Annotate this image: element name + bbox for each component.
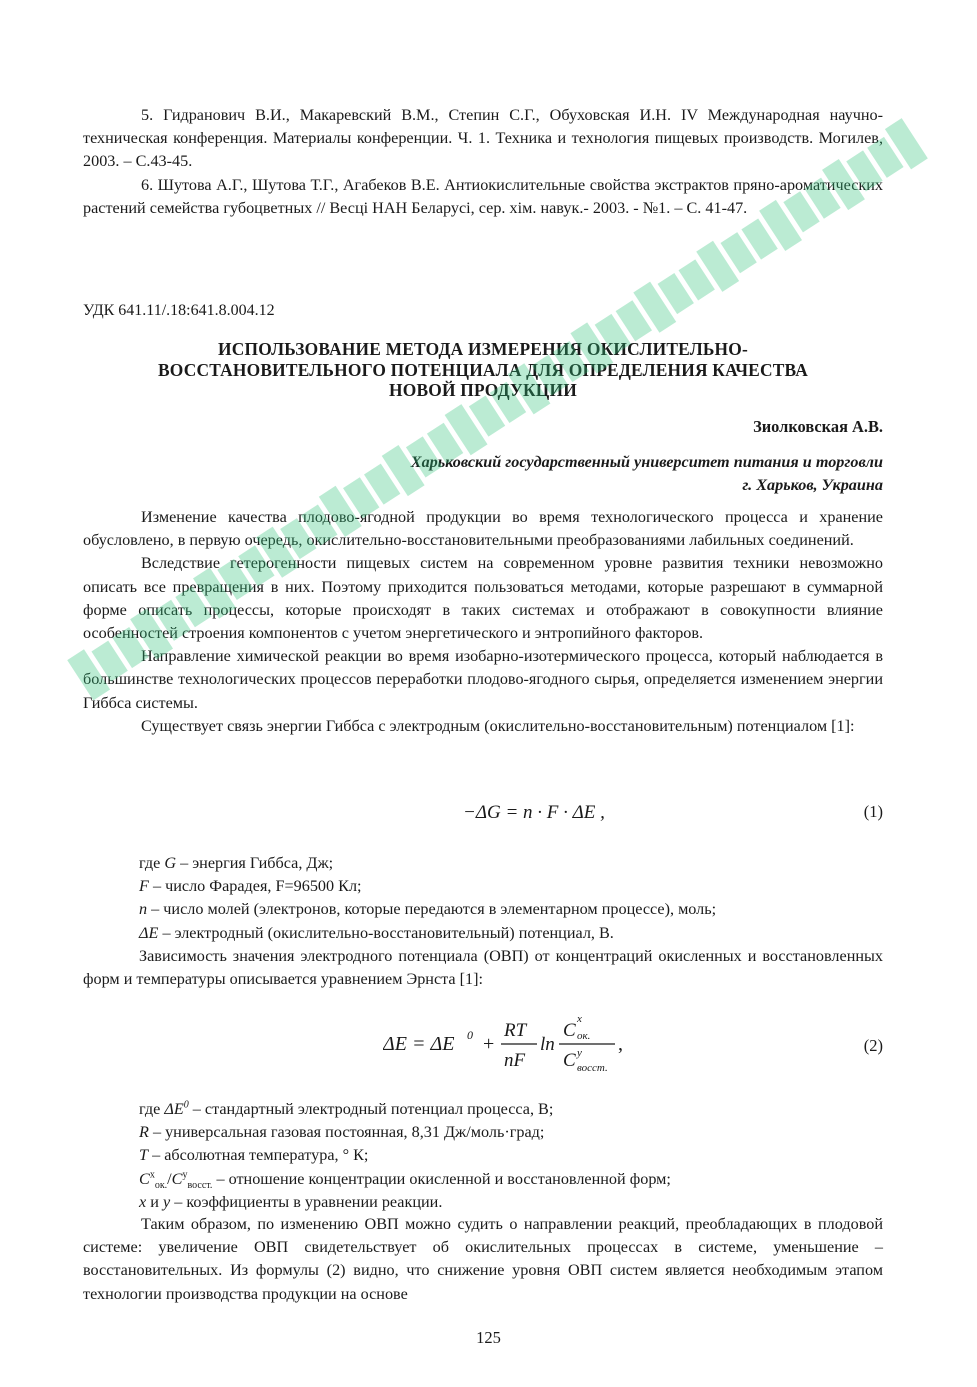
svg-text:ΔE = ΔE: ΔE = ΔE [383,1033,455,1055]
body-text-intro [83,506,883,738]
watermark-block [633,282,676,333]
equation-2-number: (2) [863,1036,883,1055]
equation-1-number: (1) [863,802,883,821]
watermark-block [679,259,715,300]
svg-text:y: y [577,1047,582,1059]
equation-1-expression: −ΔG = n · F · ΔE , [463,802,605,823]
equation-2 [83,1008,883,1088]
paragraph: Таким образом, по изменению ОВП можно судить о направлении реакций, преобладающих в плодовой системе: увеличение ОВП свидетельствует об окислительных процессах в системе, уменьшение – восстановительных. Из формулы (2) видно, что снижение уровня ОВП систем является необходимым этапом технологии производства продукции на основе [83,1215,883,1303]
definition-item: R – универсальная газовая постоянная, 8,31 Дж/моль·град; [139,1123,545,1142]
affiliation-city: г. Харьков, Украина [742,476,883,494]
definition-item [83,1168,883,1191]
watermark-block [885,118,928,169]
affiliation [411,451,883,497]
watermark-block [616,300,652,341]
title-line: ИСПОЛЬЗОВАНИЕ МЕТОДА ИЗМЕРЕНИЯ ОКИСЛИТЕЛЬНО- [218,339,748,359]
definition-item: n – число молей (электронов, которые передаются в элементарном процессе), моль; [139,900,717,919]
svg-text:RT: RT [504,1020,527,1041]
reference-6: 6. Шутова А.Г., Шутова Т.Г., Агабеков В.Е. Антиокислительные свойства экстрактов пряно-ароматических растений семейства губоцветных // Весці НАН Беларусі, сер. хім. навук.- 2003. - №1. – С. 41-47. [83,175,883,217]
definition-item [83,1191,883,1214]
watermark-block [720,232,756,273]
affiliation-university: Харьковский государственный университет питания и торговли [410,453,883,471]
equation-1-definitions [83,852,883,991]
references [83,104,883,220]
paragraph: Направление химической реакции во время изобарно-изотермического процесса, который наблюдается в большинстве технологических процессов переработки плодово-ягодного сырья, определяется изменением энергии Гиббса системы. [83,647,883,712]
body-text-conclusion [83,1213,883,1306]
svg-text:ln: ln [540,1034,555,1055]
reference-5: 5. Гидранович В.И., Макаревский В.М., Степин С.Г., Обуховская И.Н. IV Международная научно-техническая конференция. Материалы конференции. Ч. 1. Техника и технология пищевых производств. Могилев, 2003. – С.43-45. [83,106,883,171]
svg-text:C: C [563,1050,576,1071]
definition-item: ΔE – электродный (окислительно-восстановительный) потенциал, В. [139,923,614,942]
equation-2-definitions [83,1098,883,1214]
svg-text:+: + [483,1033,495,1055]
svg-text:nF: nF [504,1050,526,1071]
article-title [83,339,883,401]
definition-item: F – число Фарадея, F=96500 Кл; [139,877,362,896]
paragraph: Существует связь энергии Гиббса с электродным (окислительно-восстановительным) потенциалом [1]: [141,716,855,735]
svg-text:x: x [577,1013,582,1025]
svg-text:,: , [618,1033,623,1055]
udk-code: УДК 641.11/.18:641.8.004.12 [83,302,275,319]
page-number: 125 [476,1328,501,1347]
watermark-block [469,396,505,437]
ratio-definition: $C^x_{ок.}/C^y_{восст.}$ – отношение концентрации окисленной и восстановленной форм; [139,1169,671,1191]
title-line: ВОССТАНОВИТЕЛЬНОГО ПОТЕНЦИАЛА ДЛЯ ОПРЕДЕЛЕНИЯ КАЧЕСТВА [157,359,809,380]
definition-item: где $\Delta E^0$ – стандартный электродный потенциал процесса, В; [139,1099,554,1118]
svg-text:ок.: ок. [577,1030,591,1042]
equation-2-expression [383,1008,743,1088]
coefficients-definition: x и y – коэффициенты в уравнении реакции. [139,1192,443,1211]
paragraph: Вследствие гетерогенности пищевых систем на современном уровне развития техники невозможно описать все превращения в них. Поэтому приходится пользоваться методами, которые разрешают в суммарной форме описать процессы, которые происходят в таких системах и отображают в совокупности влияние особенностей строения компонентов с учетом энергетического и энтропийного факторов. [83,554,883,643]
svg-text:0: 0 [467,1028,473,1042]
watermark-block [696,241,739,292]
paragraph: Изменение качества плодово-ягодной продукции во время технологического процесса и хранение обусловлено, в первую очередь, окислительно-восстановительными преобразованиями лабильных соединений. [83,508,883,550]
watermark-block [445,404,488,455]
watermark-block [364,464,400,505]
watermark-block [658,273,694,314]
svg-text:C: C [563,1020,576,1041]
author-name: Зиолковская А.В. [753,417,883,436]
equation-1 [83,802,883,832]
title-line: НОВОЙ ПРОДУКЦИИ [389,380,577,400]
definition-item: где G – энергия Гиббса, Дж; [139,854,334,872]
paragraph-nernst: Зависимость значения электродного потенциала (ОВП) от концентраций окисленных и восстановленных форм и температуры описывается уравнением Эрнста [1]: [83,946,883,989]
watermark-block [741,219,777,260]
svg-text:восст.: восст. [577,1062,608,1074]
definition-item: T – абсолютная температура, ° К; [139,1146,369,1165]
